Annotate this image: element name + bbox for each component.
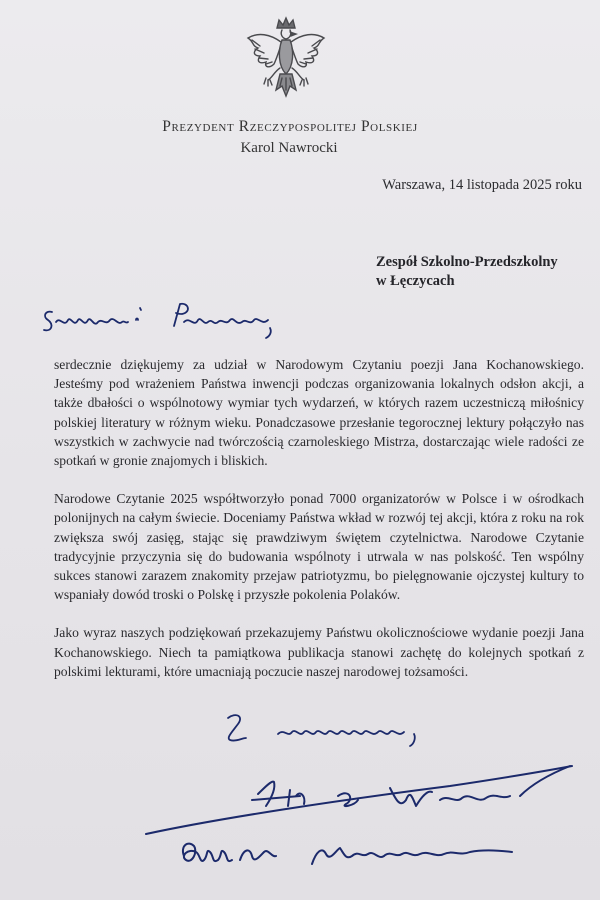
recipient-line-1: Zespół Szkolno-Przedszkolny	[376, 254, 558, 270]
handwritten-closing	[218, 708, 448, 754]
handwritten-salutation	[38, 298, 288, 342]
body-paragraph-2: Narodowe Czytanie 2025 współtworzyło ponad 7000 organizatorów w Polsce i w ośrodkach polonijnych na całym świecie. Doceniamy Państwa wkład w rozwój tej akcji, która z roku na rok zwiększa swój zasięg, stając się prawdziwym świętem czytelnictwa. Narodowe Czytanie tradycyjnie przyczynia się do budowania wspólnoty i utrwala w nas polskość. Ten wspólny sukces stanowi zarazem znakomity przejaw patriotyzmu, bo pielęgnowanie ojczystej kultury to wspaniały dowód troski o Polskę i przyszłe pokolenia Polaków.	[54, 491, 584, 603]
recipient-line-2: w Łęczycach	[376, 273, 455, 289]
letterhead-name: Karol Nawrocki	[240, 140, 338, 156]
letterhead-title: Prezydent Rzeczypospolitej Polskiej	[162, 118, 418, 135]
letter-body	[54, 355, 584, 700]
body-paragraph-1: serdecznie dziękujemy za udział w Narodowym Czytaniu poezji Jana Kochanowskiego. Jesteśmy pod wrażeniem Państwa inwencji podczas organizowania lokalnych odsłon akcji, a także dbałości o wspólnotowy wymiar tych wydarzeń, w których razem uczestniczą miłośnicy polskiej literatury w różnym wieku. Ponadczasowe przesłanie tegorocznej lektury połączyło nas wszystkich w zachwycie nad twórczością czarnoleskiego Mistrza, dostarczając wiele radości ze spotkań w gronie znajomych i bliskich.	[54, 357, 584, 469]
letter-date: Warszawa, 14 listopada 2025 roku	[382, 177, 582, 193]
polish-eagle-emblem-icon	[244, 16, 328, 106]
recipient-block	[376, 253, 558, 291]
body-paragraph-3: Jako wyraz naszych podziękowań przekazujemy Państwu okolicznościowe wydanie poezji Jana Kochanowskiego. Niech ta pamiątkowa publikacja stanowi zachętę do kolejnych spotkań z polskimi lekturami, które umacniają poczucie naszej narodowej tożsamości.	[54, 625, 584, 679]
handwritten-signatures	[140, 760, 580, 880]
